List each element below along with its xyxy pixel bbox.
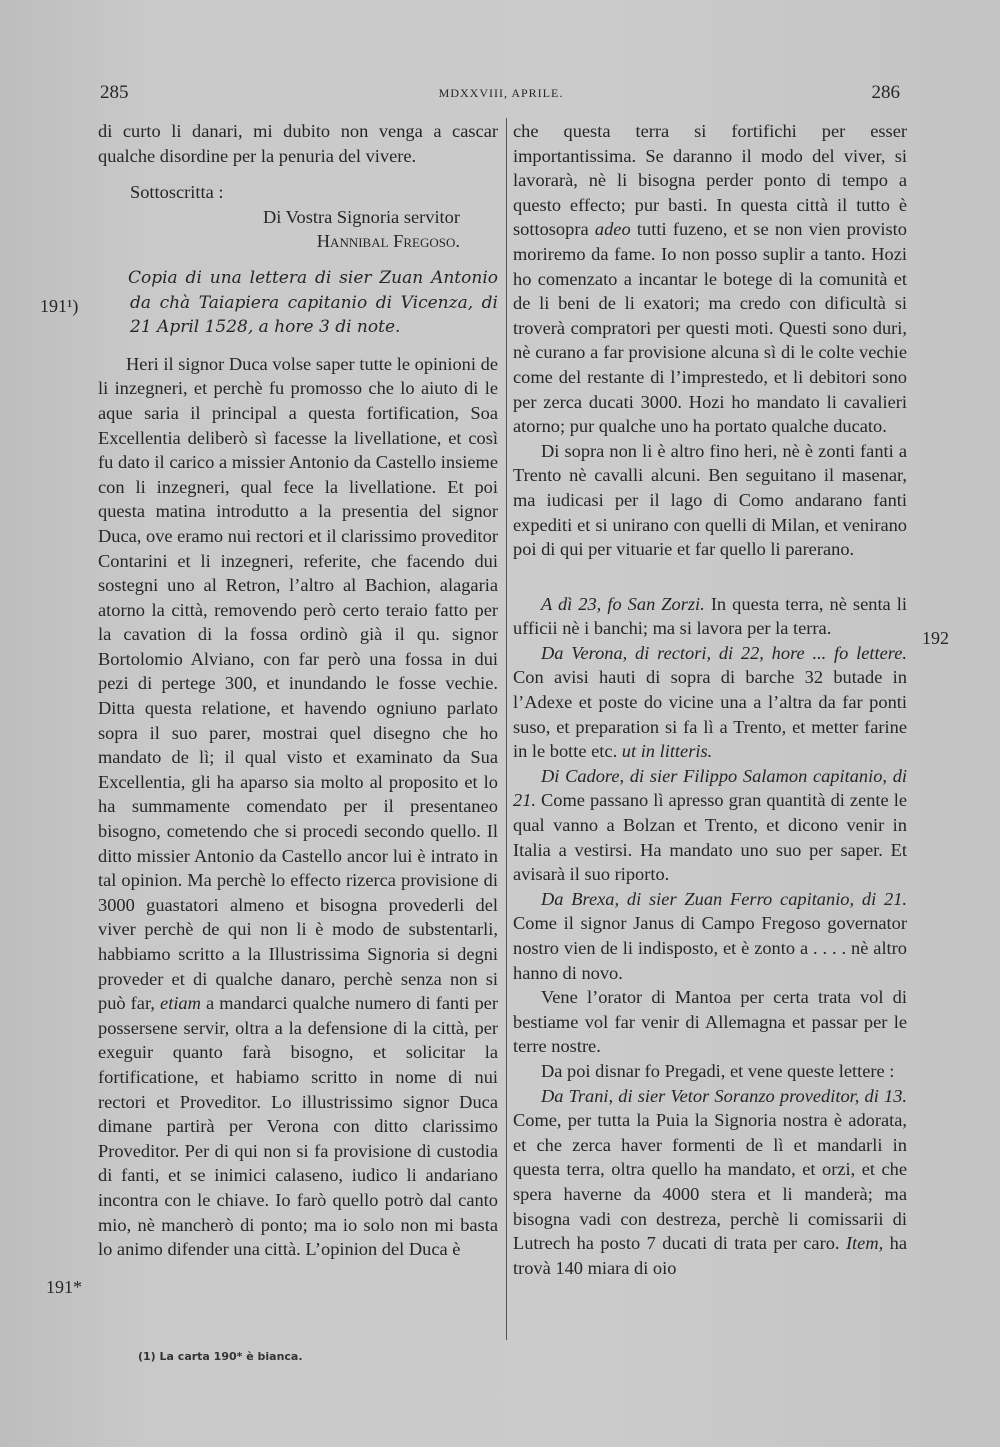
- running-title: MDXXVIII, APRILE.: [438, 86, 564, 100]
- italic-word: Item,: [845, 1233, 884, 1254]
- entry-heading: A dì 23, fo San Zorzi.: [541, 593, 705, 614]
- left-column: [98, 119, 498, 1262]
- paragraph-text: Come, per tutta la Puia la Signoria nostra è adorata, et che zerca haver formenti de lì et mandarli in questa terra, oltra quello ha mandato, et orzi, et che spera haverne da 4000 stera et li manderà; ma bisogna vadi con destreza, perchè li comissarii di Lutrech ha posto 7 ducati di trata per caro.: [513, 1110, 907, 1254]
- paragraph: Vene l’orator di Mantoa per certa trata vol di bestiame vol far venir di Allemagna et passar per le terre nostre.: [513, 987, 907, 1057]
- paragraph-text: tutti fuzeno, et se non vien provisto moriremo da fame. Io non posso suplir a tanto. Hozi ho comenzato a incantar le botege di la comunità et de li beni de li exatori; ma credo con dificultà si troverà compratori per questi moti. Questi sono duri, nè curano a far provisione alcuna sì di le colte vechie come del restante di l’imprestedo, et li debitori sono per zerca ducati 3000. Hozi ho mandato li cavalieri atorno; pur qualche uno ha portato qualche ducato.: [513, 219, 907, 437]
- margin-note-left-bottom: 191*: [46, 1277, 82, 1297]
- signature-line: Di Vostra Signoria servitor: [262, 206, 460, 227]
- page-number-left: 285: [100, 82, 129, 103]
- margin-note-right: 192: [922, 628, 949, 648]
- spacer: [98, 168, 498, 180]
- paragraph-text: Come il signor Janus di Campo Fregoso governator nostro vien de li indisposto, et è zonto a . . . . nè altro hanno di novo.: [513, 913, 907, 983]
- paragraph: [513, 887, 907, 985]
- paragraph: [513, 764, 907, 887]
- paragraph-text: ha trovà 140 miara di oio: [513, 1233, 907, 1278]
- footnote: (1) La carta 190* è bianca.: [138, 1350, 303, 1363]
- paragraph: [513, 641, 907, 764]
- signature-name: Hannibal Fregoso.: [316, 231, 460, 252]
- entry-heading: Da Verona, di rectori, di 22, hore ... fo lettere.: [541, 642, 907, 663]
- paragraph-text: In questa terra, nè senta li ufficii nè i banchi; ma si lavora per la terra.: [513, 593, 907, 639]
- page-header: [96, 82, 906, 112]
- paragraph: [513, 119, 907, 439]
- paragraph-text: Con avisi hauti di sopra di barche 32 butade in l’Adexe et poste do vicine una a l’altra da far ponti suso, et preparation si fa lì a Trento, et metter farine in le botte etc.: [513, 667, 907, 762]
- paragraph: di curto li danari, mi dubito non venga a cascar qualche disordine per la penuria del vivere.: [98, 121, 498, 166]
- italic-word: adeo: [594, 219, 631, 240]
- entry-heading: Da Trani, di sier Vetor Soranzo proveditor, di 13.: [541, 1085, 907, 1106]
- paragraph: Da poi disnar fo Pregadi, et vene queste lettere :: [541, 1060, 895, 1081]
- right-column: [513, 119, 907, 1280]
- paragraph: Di sopra non li è altro fino heri, nè è zonti fanti a Trento nè cavalli alcuni. Ben seguitano il masenar, ma iudicasi per il lago di Como andarano fanti expediti et si unirano con quelli di Milan, et venirano poi di qui per vituarie et far quello li parerano.: [513, 440, 907, 560]
- italic-phrase: ut in litteris.: [621, 741, 713, 762]
- entry-heading: Da Brexa, di sier Zuan Ferro capitanio, di 21.: [541, 888, 907, 909]
- paragraph: [98, 352, 498, 1262]
- paragraph-text: a mandarci qualche numero di fanti per possersene servir, oltra a la defensione di la città, per exeguir quanto farà bisogno, et solicitar la fortificatione, et habiamo scritto in nome di nui rectori et Proveditor. Lo illustrissimo signor Duca dimane partirà per Verona con ditto clarissimo Proveditor. Per di qui non si fa provisione di custodia di fanti, et se inimici calaseno, iudico li andariano incontra con le chiave. Io farò quello potrò dal canto mio, nè mancherò di ponto; ma io solo non mi basta lo animo difender una città. L’opinion del Duca è: [98, 993, 498, 1260]
- margin-note-left-top: 191¹): [40, 296, 79, 316]
- paragraph-text: Heri il signor Duca volse saper tutte le opinioni de li inzegneri, et perchè fu promosso che lo aiuto di le aque saria il principal a questa fortification, Soa Excellentia deliberò sì facesse la livellatione, et così fu dato il carico a missier Antonio da Castello insieme con li inzegneri, qual fece la livellatione. Et poi questa matina introdutto a la presentia del signor Duca, ove eramo nui rectori et il clarissimo proveditor Contarini et li inzegneri, referite, che facendo dui sostegni uno al Retron, l’altro al Bachion, alagaria atorno la città, removendo però certo teraio fatto per la cavation di la fossa ordinò già il qu. signor Bortolomio Alviano, con far però una fossa in dui pezi di pertege 300, et inundando le fosse vechie. Ditta questa relatione, et havendo ogniuno parlato sopra il suo parer, mostrai quel disegno che ho mandato de lì; il qual visto et examinato da Sua Excellentia, gli ha aparso sia molto al proposito et lo ha summamente comendato per il presentaneo bisogno, cometendo che si procedi secondo quello. Il ditto missier Antonio da Castello ancor lui è intrato in tal opinion. Ma perchè lo effecto rizerca provisione di 3000 guastatori almeno et bisogna provederli del viver perchè de qui non li è modo de substentarli, habbiamo scritto a la Illustrissima Signoria si degni proveder et di qualche danaro, perchè senza non si può far,: [98, 353, 498, 1014]
- spacer: [513, 562, 907, 592]
- letter-heading: Copia di una lettera di sier Zuan Antonio da chà Taiapiera capitanio di Vicenza, di 21 April 1528, a hore 3 di note.: [128, 267, 498, 338]
- paragraph: [513, 592, 907, 641]
- spacer: [98, 340, 498, 352]
- column-divider: [506, 118, 507, 1340]
- paragraph-text: Come passano lì apresso gran quantità di zente le qual vanno a Bolzan et Trento, et dicono venir in Italia a vestirsi. Ha mandato uno suo per saper. Et avisarà il suo riporto.: [513, 790, 907, 885]
- italic-word: etiam: [160, 993, 201, 1014]
- spacer: [98, 254, 498, 266]
- paragraph-text: che questa terra si fortifichi per esser importantissima. Se daranno il modo del viver, si lavorarà, nè li bisogna perder ponto di tempo a questo effecto; pur basti. In questa città il tutto è sottosopra: [513, 121, 907, 240]
- signature-label: Sottoscritta :: [130, 182, 224, 203]
- entry-heading: Di Cadore, di sier Filippo Salamon capitanio, di 21.: [513, 765, 907, 811]
- paragraph: [513, 1084, 907, 1281]
- page-number-right: 286: [871, 82, 900, 103]
